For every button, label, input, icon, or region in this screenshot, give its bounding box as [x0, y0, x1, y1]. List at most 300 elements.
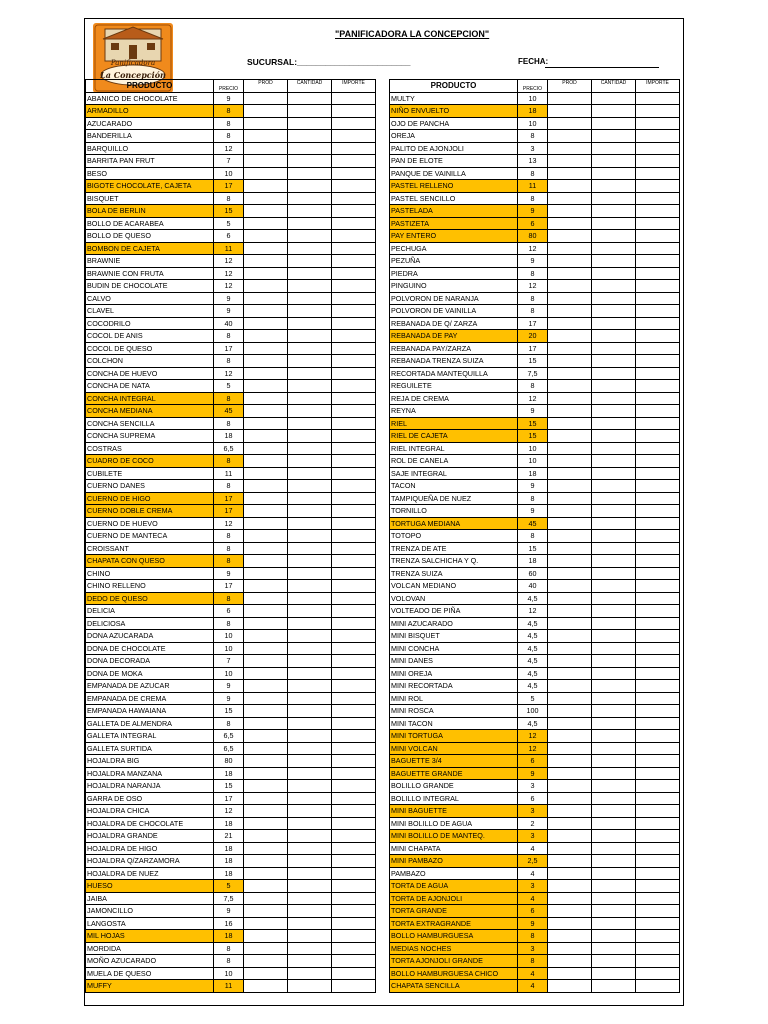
prod-cell[interactable]: [548, 117, 592, 130]
prod-cell[interactable]: [244, 480, 288, 493]
importe-cell[interactable]: [636, 105, 680, 118]
prod-cell[interactable]: [548, 867, 592, 880]
importe-cell[interactable]: [636, 180, 680, 193]
prod-cell[interactable]: [548, 167, 592, 180]
importe-cell[interactable]: [332, 980, 376, 993]
importe-cell[interactable]: [636, 392, 680, 405]
importe-cell[interactable]: [636, 542, 680, 555]
prod-cell[interactable]: [548, 392, 592, 405]
prod-cell[interactable]: [548, 717, 592, 730]
prod-cell[interactable]: [244, 180, 288, 193]
prod-cell[interactable]: [548, 730, 592, 743]
cantidad-cell[interactable]: [288, 92, 332, 105]
cantidad-cell[interactable]: [592, 805, 636, 818]
prod-cell[interactable]: [548, 967, 592, 980]
cantidad-cell[interactable]: [288, 405, 332, 418]
prod-cell[interactable]: [244, 630, 288, 643]
importe-cell[interactable]: [636, 480, 680, 493]
prod-cell[interactable]: [244, 267, 288, 280]
importe-cell[interactable]: [332, 855, 376, 868]
cantidad-cell[interactable]: [288, 230, 332, 243]
cantidad-cell[interactable]: [592, 705, 636, 718]
cantidad-cell[interactable]: [288, 305, 332, 318]
cantidad-cell[interactable]: [288, 180, 332, 193]
prod-cell[interactable]: [548, 917, 592, 930]
prod-cell[interactable]: [244, 555, 288, 568]
cantidad-cell[interactable]: [288, 480, 332, 493]
prod-cell[interactable]: [244, 205, 288, 218]
importe-cell[interactable]: [636, 792, 680, 805]
cantidad-cell[interactable]: [288, 292, 332, 305]
importe-cell[interactable]: [332, 280, 376, 293]
importe-cell[interactable]: [332, 767, 376, 780]
prod-cell[interactable]: [548, 630, 592, 643]
cantidad-cell[interactable]: [288, 267, 332, 280]
importe-cell[interactable]: [332, 417, 376, 430]
importe-cell[interactable]: [332, 680, 376, 693]
cantidad-cell[interactable]: [288, 517, 332, 530]
importe-cell[interactable]: [332, 380, 376, 393]
cantidad-cell[interactable]: [592, 642, 636, 655]
prod-cell[interactable]: [548, 105, 592, 118]
importe-cell[interactable]: [636, 717, 680, 730]
importe-cell[interactable]: [636, 767, 680, 780]
prod-cell[interactable]: [244, 542, 288, 555]
importe-cell[interactable]: [636, 942, 680, 955]
prod-cell[interactable]: [548, 330, 592, 343]
prod-cell[interactable]: [548, 130, 592, 143]
cantidad-cell[interactable]: [288, 892, 332, 905]
cantidad-cell[interactable]: [592, 167, 636, 180]
prod-cell[interactable]: [548, 792, 592, 805]
prod-cell[interactable]: [244, 130, 288, 143]
prod-cell[interactable]: [244, 117, 288, 130]
importe-cell[interactable]: [636, 292, 680, 305]
cantidad-cell[interactable]: [592, 867, 636, 880]
prod-cell[interactable]: [548, 230, 592, 243]
cantidad-cell[interactable]: [592, 367, 636, 380]
cantidad-cell[interactable]: [288, 192, 332, 205]
cantidad-cell[interactable]: [288, 930, 332, 943]
cantidad-cell[interactable]: [288, 142, 332, 155]
prod-cell[interactable]: [244, 780, 288, 793]
importe-cell[interactable]: [636, 930, 680, 943]
importe-cell[interactable]: [636, 342, 680, 355]
cantidad-cell[interactable]: [288, 755, 332, 768]
prod-cell[interactable]: [548, 767, 592, 780]
prod-cell[interactable]: [244, 342, 288, 355]
prod-cell[interactable]: [244, 980, 288, 993]
prod-cell[interactable]: [548, 755, 592, 768]
importe-cell[interactable]: [332, 142, 376, 155]
importe-cell[interactable]: [636, 380, 680, 393]
importe-cell[interactable]: [636, 192, 680, 205]
prod-cell[interactable]: [548, 380, 592, 393]
importe-cell[interactable]: [636, 267, 680, 280]
importe-cell[interactable]: [636, 805, 680, 818]
prod-cell[interactable]: [548, 92, 592, 105]
cantidad-cell[interactable]: [288, 817, 332, 830]
importe-cell[interactable]: [332, 880, 376, 893]
importe-cell[interactable]: [636, 755, 680, 768]
importe-cell[interactable]: [332, 492, 376, 505]
cantidad-cell[interactable]: [592, 155, 636, 168]
importe-cell[interactable]: [332, 542, 376, 555]
importe-cell[interactable]: [332, 167, 376, 180]
cantidad-cell[interactable]: [288, 955, 332, 968]
prod-cell[interactable]: [244, 817, 288, 830]
cantidad-cell[interactable]: [592, 542, 636, 555]
prod-cell[interactable]: [548, 305, 592, 318]
prod-cell[interactable]: [244, 217, 288, 230]
importe-cell[interactable]: [636, 967, 680, 980]
prod-cell[interactable]: [548, 542, 592, 555]
cantidad-cell[interactable]: [592, 942, 636, 955]
importe-cell[interactable]: [332, 642, 376, 655]
cantidad-cell[interactable]: [288, 130, 332, 143]
cantidad-cell[interactable]: [592, 117, 636, 130]
cantidad-cell[interactable]: [592, 655, 636, 668]
importe-cell[interactable]: [332, 342, 376, 355]
importe-cell[interactable]: [332, 742, 376, 755]
prod-cell[interactable]: [548, 492, 592, 505]
cantidad-cell[interactable]: [592, 230, 636, 243]
prod-cell[interactable]: [244, 617, 288, 630]
prod-cell[interactable]: [244, 442, 288, 455]
prod-cell[interactable]: [244, 580, 288, 593]
cantidad-cell[interactable]: [592, 930, 636, 943]
cantidad-cell[interactable]: [592, 267, 636, 280]
prod-cell[interactable]: [548, 367, 592, 380]
importe-cell[interactable]: [636, 92, 680, 105]
importe-cell[interactable]: [636, 855, 680, 868]
cantidad-cell[interactable]: [592, 255, 636, 268]
cantidad-cell[interactable]: [592, 555, 636, 568]
importe-cell[interactable]: [636, 555, 680, 568]
cantidad-cell[interactable]: [592, 767, 636, 780]
prod-cell[interactable]: [244, 567, 288, 580]
cantidad-cell[interactable]: [288, 380, 332, 393]
prod-cell[interactable]: [548, 905, 592, 918]
cantidad-cell[interactable]: [288, 542, 332, 555]
importe-cell[interactable]: [332, 655, 376, 668]
cantidad-cell[interactable]: [288, 605, 332, 618]
cantidad-cell[interactable]: [288, 655, 332, 668]
importe-cell[interactable]: [332, 255, 376, 268]
cantidad-cell[interactable]: [592, 567, 636, 580]
cantidad-cell[interactable]: [288, 680, 332, 693]
prod-cell[interactable]: [548, 830, 592, 843]
prod-cell[interactable]: [244, 455, 288, 468]
cantidad-cell[interactable]: [288, 317, 332, 330]
prod-cell[interactable]: [548, 480, 592, 493]
importe-cell[interactable]: [332, 830, 376, 843]
cantidad-cell[interactable]: [592, 392, 636, 405]
importe-cell[interactable]: [636, 605, 680, 618]
cantidad-cell[interactable]: [288, 567, 332, 580]
cantidad-cell[interactable]: [592, 592, 636, 605]
cantidad-cell[interactable]: [288, 880, 332, 893]
cantidad-cell[interactable]: [592, 180, 636, 193]
cantidad-cell[interactable]: [592, 580, 636, 593]
cantidad-cell[interactable]: [592, 492, 636, 505]
importe-cell[interactable]: [636, 817, 680, 830]
importe-cell[interactable]: [636, 317, 680, 330]
cantidad-cell[interactable]: [592, 617, 636, 630]
prod-cell[interactable]: [548, 892, 592, 905]
importe-cell[interactable]: [636, 667, 680, 680]
importe-cell[interactable]: [332, 905, 376, 918]
cantidad-cell[interactable]: [592, 842, 636, 855]
cantidad-cell[interactable]: [288, 430, 332, 443]
prod-cell[interactable]: [548, 405, 592, 418]
cantidad-cell[interactable]: [592, 505, 636, 518]
cantidad-cell[interactable]: [288, 917, 332, 930]
prod-cell[interactable]: [548, 642, 592, 655]
cantidad-cell[interactable]: [592, 717, 636, 730]
prod-cell[interactable]: [548, 955, 592, 968]
cantidad-cell[interactable]: [592, 130, 636, 143]
prod-cell[interactable]: [548, 342, 592, 355]
cantidad-cell[interactable]: [288, 155, 332, 168]
importe-cell[interactable]: [332, 467, 376, 480]
prod-cell[interactable]: [548, 692, 592, 705]
importe-cell[interactable]: [636, 167, 680, 180]
prod-cell[interactable]: [244, 642, 288, 655]
cantidad-cell[interactable]: [592, 517, 636, 530]
importe-cell[interactable]: [636, 430, 680, 443]
prod-cell[interactable]: [244, 105, 288, 118]
cantidad-cell[interactable]: [592, 630, 636, 643]
cantidad-cell[interactable]: [288, 705, 332, 718]
importe-cell[interactable]: [332, 730, 376, 743]
cantidad-cell[interactable]: [592, 830, 636, 843]
cantidad-cell[interactable]: [592, 667, 636, 680]
importe-cell[interactable]: [332, 442, 376, 455]
importe-cell[interactable]: [332, 230, 376, 243]
cantidad-cell[interactable]: [592, 292, 636, 305]
prod-cell[interactable]: [548, 705, 592, 718]
importe-cell[interactable]: [636, 205, 680, 218]
cantidad-cell[interactable]: [288, 905, 332, 918]
prod-cell[interactable]: [548, 217, 592, 230]
cantidad-cell[interactable]: [592, 780, 636, 793]
prod-cell[interactable]: [244, 967, 288, 980]
importe-cell[interactable]: [636, 230, 680, 243]
importe-cell[interactable]: [332, 667, 376, 680]
importe-cell[interactable]: [636, 917, 680, 930]
prod-cell[interactable]: [244, 280, 288, 293]
prod-cell[interactable]: [548, 942, 592, 955]
cantidad-cell[interactable]: [288, 467, 332, 480]
prod-cell[interactable]: [548, 267, 592, 280]
importe-cell[interactable]: [636, 630, 680, 643]
cantidad-cell[interactable]: [288, 855, 332, 868]
importe-cell[interactable]: [636, 255, 680, 268]
prod-cell[interactable]: [244, 492, 288, 505]
cantidad-cell[interactable]: [592, 105, 636, 118]
cantidad-cell[interactable]: [288, 242, 332, 255]
prod-cell[interactable]: [548, 242, 592, 255]
importe-cell[interactable]: [332, 242, 376, 255]
cantidad-cell[interactable]: [592, 355, 636, 368]
importe-cell[interactable]: [636, 567, 680, 580]
prod-cell[interactable]: [244, 192, 288, 205]
prod-cell[interactable]: [548, 617, 592, 630]
importe-cell[interactable]: [636, 692, 680, 705]
cantidad-cell[interactable]: [592, 817, 636, 830]
prod-cell[interactable]: [548, 205, 592, 218]
cantidad-cell[interactable]: [592, 305, 636, 318]
importe-cell[interactable]: [332, 705, 376, 718]
prod-cell[interactable]: [548, 280, 592, 293]
importe-cell[interactable]: [332, 455, 376, 468]
cantidad-cell[interactable]: [592, 417, 636, 430]
importe-cell[interactable]: [636, 892, 680, 905]
prod-cell[interactable]: [244, 855, 288, 868]
cantidad-cell[interactable]: [592, 217, 636, 230]
prod-cell[interactable]: [548, 180, 592, 193]
prod-cell[interactable]: [244, 942, 288, 955]
importe-cell[interactable]: [332, 717, 376, 730]
cantidad-cell[interactable]: [288, 367, 332, 380]
cantidad-cell[interactable]: [592, 280, 636, 293]
prod-cell[interactable]: [244, 292, 288, 305]
importe-cell[interactable]: [636, 955, 680, 968]
cantidad-cell[interactable]: [288, 830, 332, 843]
importe-cell[interactable]: [332, 305, 376, 318]
prod-cell[interactable]: [244, 667, 288, 680]
importe-cell[interactable]: [332, 92, 376, 105]
cantidad-cell[interactable]: [288, 742, 332, 755]
importe-cell[interactable]: [636, 680, 680, 693]
prod-cell[interactable]: [548, 667, 592, 680]
prod-cell[interactable]: [548, 980, 592, 993]
importe-cell[interactable]: [332, 580, 376, 593]
prod-cell[interactable]: [244, 317, 288, 330]
importe-cell[interactable]: [636, 980, 680, 993]
prod-cell[interactable]: [548, 455, 592, 468]
cantidad-cell[interactable]: [288, 330, 332, 343]
cantidad-cell[interactable]: [288, 205, 332, 218]
cantidad-cell[interactable]: [592, 792, 636, 805]
importe-cell[interactable]: [636, 592, 680, 605]
importe-cell[interactable]: [332, 117, 376, 130]
cantidad-cell[interactable]: [288, 780, 332, 793]
cantidad-cell[interactable]: [288, 867, 332, 880]
prod-cell[interactable]: [548, 805, 592, 818]
importe-cell[interactable]: [332, 355, 376, 368]
importe-cell[interactable]: [636, 217, 680, 230]
prod-cell[interactable]: [548, 442, 592, 455]
importe-cell[interactable]: [332, 955, 376, 968]
importe-cell[interactable]: [332, 917, 376, 930]
prod-cell[interactable]: [244, 655, 288, 668]
importe-cell[interactable]: [636, 705, 680, 718]
prod-cell[interactable]: [244, 755, 288, 768]
importe-cell[interactable]: [636, 130, 680, 143]
prod-cell[interactable]: [244, 330, 288, 343]
prod-cell[interactable]: [244, 242, 288, 255]
cantidad-cell[interactable]: [592, 980, 636, 993]
importe-cell[interactable]: [332, 930, 376, 943]
cantidad-cell[interactable]: [288, 717, 332, 730]
cantidad-cell[interactable]: [592, 730, 636, 743]
prod-cell[interactable]: [244, 680, 288, 693]
importe-cell[interactable]: [636, 492, 680, 505]
prod-cell[interactable]: [548, 742, 592, 755]
cantidad-cell[interactable]: [592, 242, 636, 255]
prod-cell[interactable]: [548, 780, 592, 793]
importe-cell[interactable]: [636, 355, 680, 368]
importe-cell[interactable]: [332, 192, 376, 205]
prod-cell[interactable]: [244, 905, 288, 918]
importe-cell[interactable]: [332, 842, 376, 855]
prod-cell[interactable]: [244, 305, 288, 318]
prod-cell[interactable]: [244, 405, 288, 418]
cantidad-cell[interactable]: [592, 92, 636, 105]
prod-cell[interactable]: [244, 917, 288, 930]
prod-cell[interactable]: [244, 955, 288, 968]
prod-cell[interactable]: [548, 155, 592, 168]
cantidad-cell[interactable]: [592, 205, 636, 218]
prod-cell[interactable]: [244, 255, 288, 268]
cantidad-cell[interactable]: [288, 667, 332, 680]
prod-cell[interactable]: [548, 517, 592, 530]
prod-cell[interactable]: [244, 730, 288, 743]
prod-cell[interactable]: [548, 530, 592, 543]
importe-cell[interactable]: [332, 367, 376, 380]
prod-cell[interactable]: [244, 592, 288, 605]
prod-cell[interactable]: [244, 605, 288, 618]
importe-cell[interactable]: [332, 330, 376, 343]
prod-cell[interactable]: [548, 430, 592, 443]
cantidad-cell[interactable]: [288, 255, 332, 268]
prod-cell[interactable]: [244, 892, 288, 905]
importe-cell[interactable]: [332, 692, 376, 705]
prod-cell[interactable]: [244, 705, 288, 718]
cantidad-cell[interactable]: [288, 980, 332, 993]
cantidad-cell[interactable]: [288, 455, 332, 468]
prod-cell[interactable]: [548, 292, 592, 305]
importe-cell[interactable]: [332, 480, 376, 493]
cantidad-cell[interactable]: [288, 167, 332, 180]
prod-cell[interactable]: [244, 92, 288, 105]
prod-cell[interactable]: [548, 417, 592, 430]
cantidad-cell[interactable]: [592, 455, 636, 468]
prod-cell[interactable]: [244, 430, 288, 443]
cantidad-cell[interactable]: [288, 942, 332, 955]
importe-cell[interactable]: [636, 405, 680, 418]
cantidad-cell[interactable]: [592, 955, 636, 968]
importe-cell[interactable]: [332, 217, 376, 230]
importe-cell[interactable]: [636, 905, 680, 918]
cantidad-cell[interactable]: [288, 442, 332, 455]
cantidad-cell[interactable]: [592, 467, 636, 480]
prod-cell[interactable]: [244, 867, 288, 880]
prod-cell[interactable]: [244, 367, 288, 380]
prod-cell[interactable]: [244, 767, 288, 780]
cantidad-cell[interactable]: [288, 730, 332, 743]
prod-cell[interactable]: [244, 830, 288, 843]
cantidad-cell[interactable]: [288, 805, 332, 818]
prod-cell[interactable]: [548, 842, 592, 855]
prod-cell[interactable]: [548, 567, 592, 580]
importe-cell[interactable]: [636, 530, 680, 543]
prod-cell[interactable]: [244, 530, 288, 543]
importe-cell[interactable]: [332, 630, 376, 643]
cantidad-cell[interactable]: [592, 855, 636, 868]
